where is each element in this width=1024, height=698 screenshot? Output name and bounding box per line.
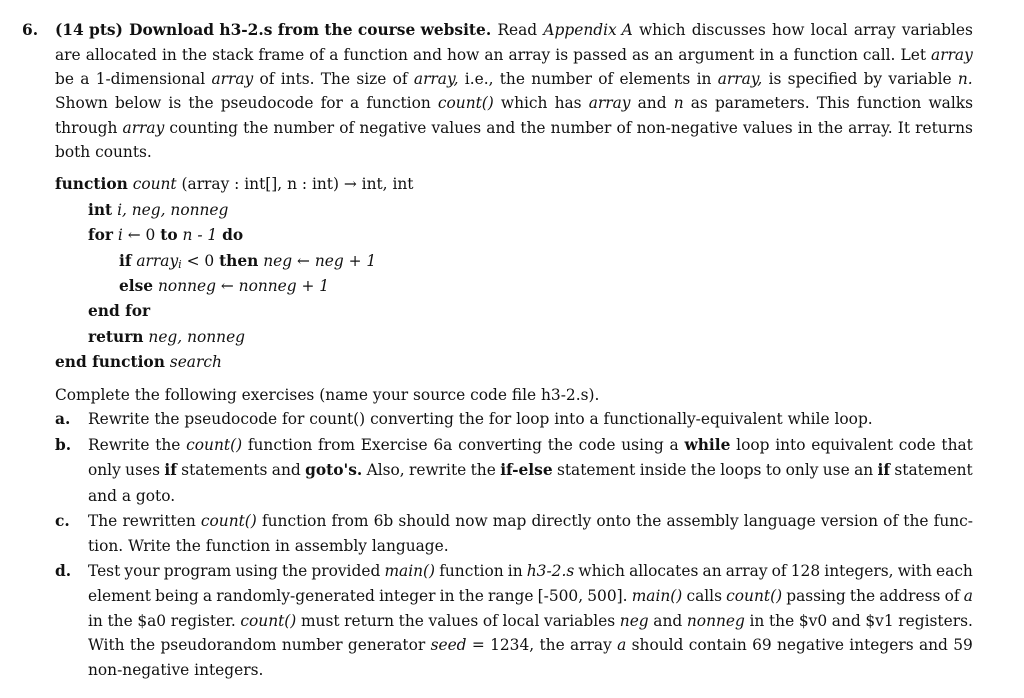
word: and (653, 612, 683, 630)
word: number (273, 119, 335, 137)
word: allocates (629, 562, 699, 580)
word: counting (169, 119, 238, 137)
word: array (931, 46, 973, 64)
word: of (616, 119, 632, 137)
word: $v0 (798, 612, 828, 630)
intro-line-1 (55, 20, 973, 40)
word: register. (170, 612, 236, 630)
word: of (309, 46, 325, 64)
word: language (743, 512, 816, 530)
word: address (879, 587, 941, 605)
word: the (547, 436, 573, 454)
word: array (211, 70, 254, 88)
word: now (455, 512, 488, 530)
word: function (343, 46, 408, 64)
word: of (259, 70, 275, 88)
word: in (749, 612, 765, 630)
else-body: nonneg ← nonneg + 1 (158, 277, 330, 295)
word: of (339, 119, 355, 137)
exercise-b-line-3: and a goto. (88, 487, 176, 505)
word: a (617, 636, 627, 654)
word: array (853, 21, 896, 39)
kw-if: if (119, 252, 132, 270)
kw-return: return (88, 328, 144, 346)
word: main() (384, 562, 436, 580)
word: how (772, 21, 805, 39)
word: be (55, 70, 74, 88)
word: code (898, 436, 936, 454)
word: n. (957, 70, 973, 88)
word: the (398, 612, 424, 630)
kw-for: for (88, 226, 113, 244)
word: assembly (666, 512, 739, 530)
word: Let (900, 46, 926, 64)
pseudo-signature (55, 174, 413, 194)
word: is (168, 94, 182, 112)
kw-do: do (222, 226, 244, 244)
appendix-ref: Appendix A (543, 21, 633, 39)
word: equivalent (811, 436, 894, 454)
exercise-b-label: b. (55, 436, 72, 454)
word: [-500, (537, 587, 584, 605)
word: $a0 (137, 612, 167, 630)
intro-line-5 (55, 118, 973, 138)
func-name: count (132, 175, 177, 193)
word: allocated (85, 46, 157, 64)
word: array (725, 562, 768, 580)
word: a (80, 70, 90, 88)
word: the (768, 612, 795, 630)
word: of (482, 612, 498, 630)
word: variables (901, 21, 973, 39)
word: integers (849, 636, 914, 654)
word: neg (619, 612, 649, 630)
word: into (775, 436, 806, 454)
exercise-d-label: d. (55, 562, 72, 580)
word: by (863, 70, 883, 88)
exercise-c-line-2: tion. Write the function in assembly language. (88, 537, 449, 555)
word: and (637, 94, 667, 112)
word: 128 (790, 562, 821, 580)
word: n (673, 94, 684, 112)
word: size (356, 70, 387, 88)
word: With (88, 636, 125, 654)
word: while (684, 436, 731, 454)
word: if (877, 461, 890, 479)
word: calls (686, 587, 723, 605)
word: the (499, 70, 525, 88)
word: the (636, 512, 662, 530)
word: passed (573, 46, 627, 64)
word: The (320, 70, 351, 88)
word: integer (379, 587, 436, 605)
word: pseudorandom (160, 636, 277, 654)
word: and (271, 461, 301, 479)
word: inside (639, 461, 687, 479)
intro-line-3 (55, 69, 973, 89)
word: has (554, 94, 582, 112)
word: count() (240, 612, 297, 630)
word: of (944, 587, 960, 605)
word: integers, (824, 562, 894, 580)
word: onto (596, 512, 631, 530)
word: are (55, 46, 81, 64)
word: if-else (500, 461, 553, 479)
exercise-c-label: c. (55, 512, 70, 530)
word: registers. (898, 612, 973, 630)
word: the (520, 119, 546, 137)
word: Also, (366, 461, 405, 479)
word: from (331, 512, 369, 530)
word: in (507, 562, 523, 580)
word: number (531, 70, 592, 88)
word: array (570, 636, 612, 654)
word: and (486, 119, 516, 137)
word: function (856, 94, 922, 112)
word: statement (556, 461, 636, 479)
endfunc-name: search (169, 353, 222, 371)
word: of (883, 512, 899, 530)
word: passing (786, 587, 846, 605)
pseudo-else (119, 276, 329, 296)
kw-else: else (119, 277, 154, 295)
word: using (235, 562, 278, 580)
kw-function: function (55, 175, 128, 193)
word: function (793, 46, 858, 64)
word: that (941, 436, 973, 454)
word: count() (437, 94, 494, 112)
word: the (129, 636, 156, 654)
pseudo-if (119, 251, 376, 275)
word: your (124, 562, 160, 580)
exercise-d-line-2 (88, 586, 973, 606)
word: map (492, 512, 527, 530)
word: negative (776, 636, 844, 654)
word: call. (862, 46, 896, 64)
word: frame (258, 46, 305, 64)
word: array (588, 94, 631, 112)
word: directly (531, 512, 592, 530)
word: of (392, 70, 408, 88)
word: main() (631, 587, 683, 605)
word: 69 (752, 636, 772, 654)
word: 1-dimensional (95, 70, 206, 88)
word: in (759, 46, 775, 64)
word: array (508, 46, 551, 64)
word: contain (688, 636, 747, 654)
word: Rewrite (88, 436, 150, 454)
word: is (768, 70, 782, 88)
word: being (155, 587, 199, 605)
exercise-a-label: a. (55, 410, 71, 428)
word: array (122, 119, 165, 137)
word: count() (186, 436, 243, 454)
word: rewrite (409, 461, 467, 479)
pseudo-endfor: end for (88, 302, 151, 320)
word: a (963, 587, 973, 605)
word: = (471, 636, 485, 654)
word: a (669, 436, 679, 454)
word: as (631, 46, 650, 64)
intro-line-4 (55, 93, 973, 113)
exercise-c-line-1 (88, 511, 973, 531)
word: array, (413, 70, 459, 88)
word: seed (430, 636, 467, 654)
kw-then: then (219, 252, 259, 270)
word: a (329, 46, 339, 64)
word: $v1 (865, 612, 894, 630)
question-headline: Download h3-2.s from the course website. (129, 21, 492, 39)
word: i.e., (464, 70, 494, 88)
word: Test (88, 562, 121, 580)
word: the (107, 612, 133, 630)
word: negative (359, 119, 427, 137)
word: a (202, 587, 213, 605)
return-vals: neg, nonneg (148, 328, 246, 346)
word: provided (311, 562, 381, 580)
word: This (816, 94, 850, 112)
word: 6b (373, 512, 394, 530)
word: The (88, 512, 118, 530)
word: should (631, 636, 684, 654)
exercise-b-line-1 (88, 435, 973, 455)
word: ints. (280, 70, 315, 88)
word: 6a (433, 436, 453, 454)
word: 500]. (587, 587, 628, 605)
word: count() (200, 512, 257, 530)
word: in (797, 119, 813, 137)
pseudo-endfunc (55, 352, 222, 372)
word: through (55, 119, 118, 137)
word: in (88, 612, 103, 630)
word: walks (928, 94, 973, 112)
word: local (810, 21, 848, 39)
word: version (820, 512, 879, 530)
word: in (161, 46, 177, 64)
word: of (598, 70, 614, 88)
word: values (742, 119, 793, 137)
word: func- (933, 512, 973, 530)
word: the (243, 119, 269, 137)
word: the (188, 94, 214, 112)
word: randomly-generated (216, 587, 375, 605)
if-array: array (136, 252, 179, 270)
word: Shown (55, 94, 108, 112)
word: range (488, 587, 534, 605)
word: number (550, 119, 612, 137)
word: function (439, 562, 504, 580)
word: It (897, 119, 911, 137)
word: uses (125, 461, 160, 479)
exercise-d-line-5: non-negative integers. (88, 661, 264, 679)
word: statements (181, 461, 268, 479)
word: h3-2.s (526, 562, 575, 580)
question-points: (14 pts) (55, 21, 123, 39)
pseudo-for (88, 225, 243, 245)
word: rewritten (122, 512, 196, 530)
word: 59 (953, 636, 973, 654)
word: in (696, 70, 712, 88)
word: local (502, 612, 540, 630)
word: using (621, 436, 664, 454)
word: argument (678, 46, 755, 64)
exercises-heading: Complete the following exercises (name your source code file h3-2.s). (55, 386, 600, 404)
word: from (318, 436, 355, 454)
word: element (88, 587, 151, 605)
kw-to: to (160, 226, 178, 244)
word: which (500, 94, 548, 112)
pseudo-return (88, 327, 245, 347)
pseudo-decl (88, 200, 228, 220)
word: values (431, 119, 482, 137)
word: loop (736, 436, 770, 454)
word: for (320, 94, 343, 112)
word: parameters. (714, 94, 810, 112)
word: function (247, 436, 313, 454)
word: stack (212, 46, 254, 64)
word: variable (888, 70, 952, 88)
question-number: 6. (22, 21, 39, 39)
word: variables (544, 612, 616, 630)
exercise-a-text: Rewrite the pseudocode for count() converting the for loop into a functionally-equivalent while loop. (88, 410, 873, 428)
word: code (578, 436, 616, 454)
word: statement (894, 461, 973, 479)
word: non-negative (636, 119, 738, 137)
word: goto's. (305, 461, 363, 479)
word: if (164, 461, 177, 479)
word: loops (720, 461, 762, 479)
word: 1234, (490, 636, 535, 654)
word: and (918, 636, 948, 654)
word: with (897, 562, 932, 580)
word: the (181, 46, 208, 64)
word: an (654, 46, 674, 64)
word: return (344, 612, 395, 630)
intro-line-2 (55, 45, 973, 65)
word: an (484, 46, 504, 64)
word: generator (347, 636, 426, 654)
word: function (366, 94, 431, 112)
word: below (114, 94, 162, 112)
loop-end: n - 1 (182, 226, 218, 244)
word: the (817, 119, 843, 137)
word: the (282, 562, 308, 580)
word: only (88, 461, 121, 479)
word: the (903, 512, 929, 530)
if-body: neg ← neg + 1 (263, 252, 377, 270)
word: the (539, 636, 565, 654)
exercise-b-line-2 (88, 460, 973, 480)
word: count() (726, 587, 783, 605)
word: array. (848, 119, 893, 137)
loop-start: ← 0 (127, 226, 156, 244)
exercise-d-line-3 (88, 611, 973, 631)
kw-int: int (88, 201, 113, 219)
word: discusses (691, 21, 766, 39)
word: the (690, 461, 716, 479)
word: Exercise (360, 436, 428, 454)
word: returns (915, 119, 973, 137)
loop-var: i (117, 226, 123, 244)
word: must (300, 612, 340, 630)
word: each (936, 562, 973, 580)
word: to (765, 461, 782, 479)
word: use (822, 461, 850, 479)
kw-end-function: end function (55, 353, 165, 371)
word: converting (458, 436, 542, 454)
word: function (261, 512, 327, 530)
word: number (281, 636, 343, 654)
word: in (439, 587, 455, 605)
decl-vars: i, neg, nonneg (117, 201, 229, 219)
word: of (771, 562, 787, 580)
word: pseudocode (220, 94, 314, 112)
word: program (163, 562, 232, 580)
exercise-d-line-4 (88, 635, 973, 655)
word: the (155, 436, 181, 454)
word: which (638, 21, 686, 39)
intro-line-6: both counts. (55, 143, 152, 161)
word: a (350, 94, 360, 112)
if-cond: < 0 (186, 252, 215, 270)
word: nonneg (686, 612, 745, 630)
word: the (849, 587, 876, 605)
word: Read (497, 21, 538, 39)
exercise-d-line-1 (88, 561, 973, 581)
word: is (555, 46, 569, 64)
if-subscript: i (178, 258, 182, 271)
word: how (446, 46, 480, 64)
word: which (578, 562, 625, 580)
word: a (779, 46, 789, 64)
word: specified (787, 70, 858, 88)
word: as (690, 94, 708, 112)
word: should (398, 512, 451, 530)
word: the (470, 461, 496, 479)
word: elements (619, 70, 691, 88)
word: only (785, 461, 819, 479)
word: the (458, 587, 484, 605)
word: and (412, 46, 442, 64)
word: an (854, 461, 874, 479)
func-params: (array : int[], n : int) → int, int (181, 175, 414, 193)
word: and (831, 612, 861, 630)
word: an (702, 562, 722, 580)
word: array, (717, 70, 763, 88)
word: values (428, 612, 479, 630)
